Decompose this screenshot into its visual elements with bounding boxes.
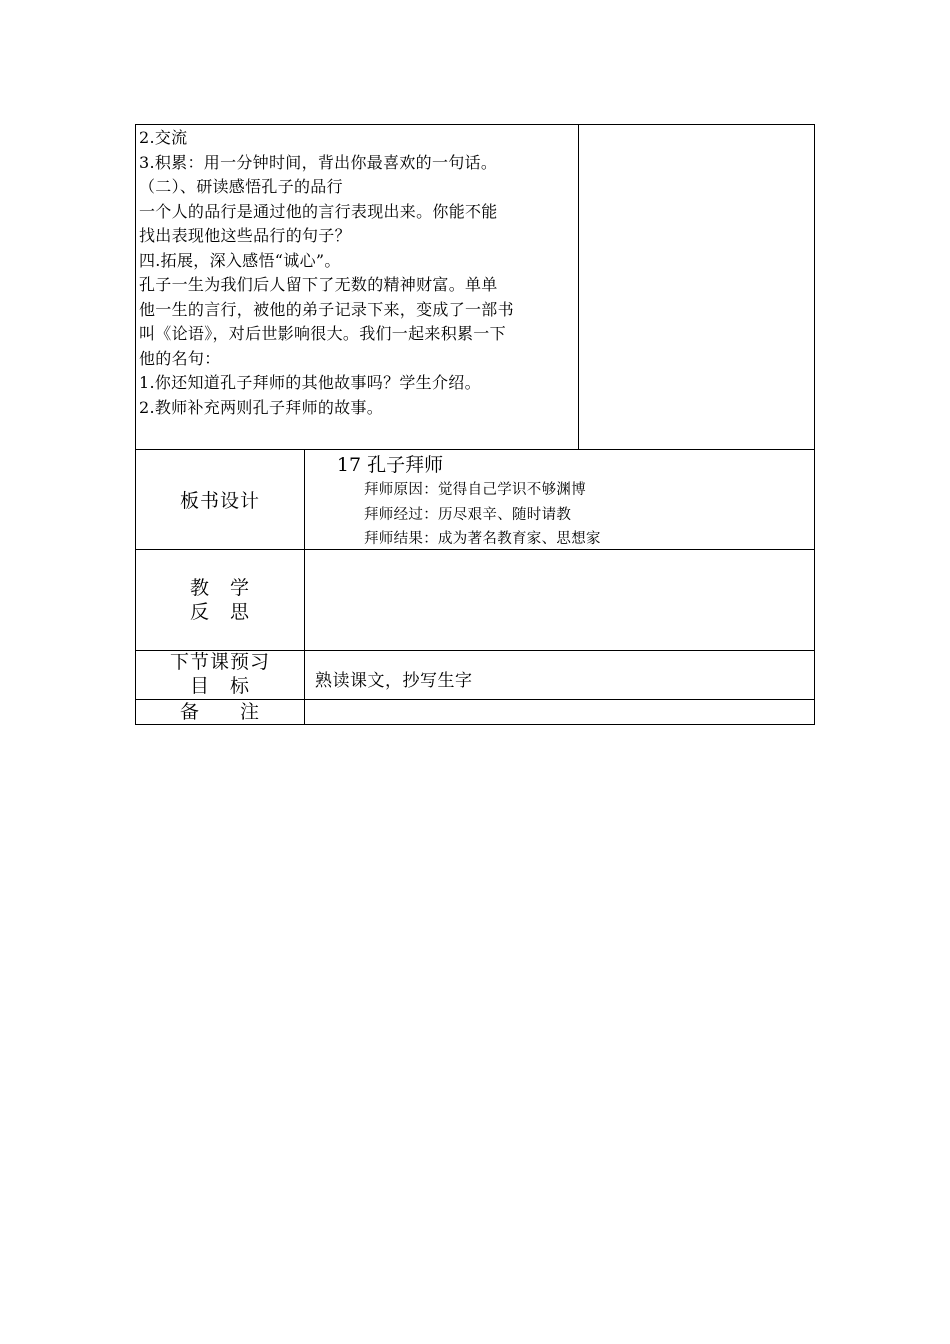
process-line: 四.拓展，深入感悟“诚心”。 — [139, 250, 341, 270]
process-line: 他的名句： — [139, 348, 221, 368]
table-border-left — [135, 124, 136, 725]
reflection-label — [136, 576, 304, 624]
preview-label — [136, 650, 304, 698]
reflection-label-line: 反 思 — [189, 601, 250, 623]
reflection-content — [305, 550, 814, 650]
table-border-bottom — [135, 724, 815, 725]
process-line: 找出表现他这些品行的句子？ — [139, 226, 351, 245]
teaching-process-cell — [139, 126, 575, 420]
process-line: 叫《论语》，对后世影响很大。我们一起来积累一下 — [139, 324, 506, 343]
table-border-right — [814, 124, 815, 725]
process-line: 一个人的品行是通过他的言行表现出来。你能不能 — [139, 201, 498, 221]
process-line: （二）、研读感悟孔子的品行 — [139, 177, 343, 196]
side-notes-cell — [579, 125, 814, 449]
process-line: 孔子一生为我们后人留下了无数的精神财富。单单 — [139, 275, 498, 294]
reflection-label-line: 教 学 — [189, 577, 250, 599]
board-line: 拜师经过：历尽艰辛、随时请教 — [364, 507, 572, 523]
board-design-label: 板书设计 — [179, 490, 260, 512]
process-line: 2.教师补充两则孔子拜师的故事。 — [139, 397, 384, 417]
preview-content: 熟读课文，抄写生字 — [315, 671, 473, 691]
preview-label-line: 下节课预习 — [169, 651, 270, 673]
lesson-plan-table — [135, 124, 815, 725]
board-title: 17 孔子拜师 — [336, 454, 444, 476]
process-line: 2.交流 — [139, 128, 188, 147]
process-line: 他一生的言行，被他的弟子记录下来，变成了一部书 — [139, 299, 514, 319]
board-line: 拜师结果：成为著名教育家、思想家 — [364, 531, 601, 547]
remarks-label: 备 注 — [179, 701, 260, 723]
table-divider — [135, 449, 815, 450]
remarks-content — [305, 700, 814, 724]
process-line: 3.积累：用一分钟时间，背出你最喜欢的一句话。 — [139, 152, 498, 172]
board-line: 拜师原因：觉得自己学识不够渊博 — [364, 482, 586, 498]
process-line: 1.你还知道孔子拜师的其他故事吗？学生介绍。 — [139, 373, 481, 392]
preview-label-line: 目 标 — [189, 675, 250, 697]
